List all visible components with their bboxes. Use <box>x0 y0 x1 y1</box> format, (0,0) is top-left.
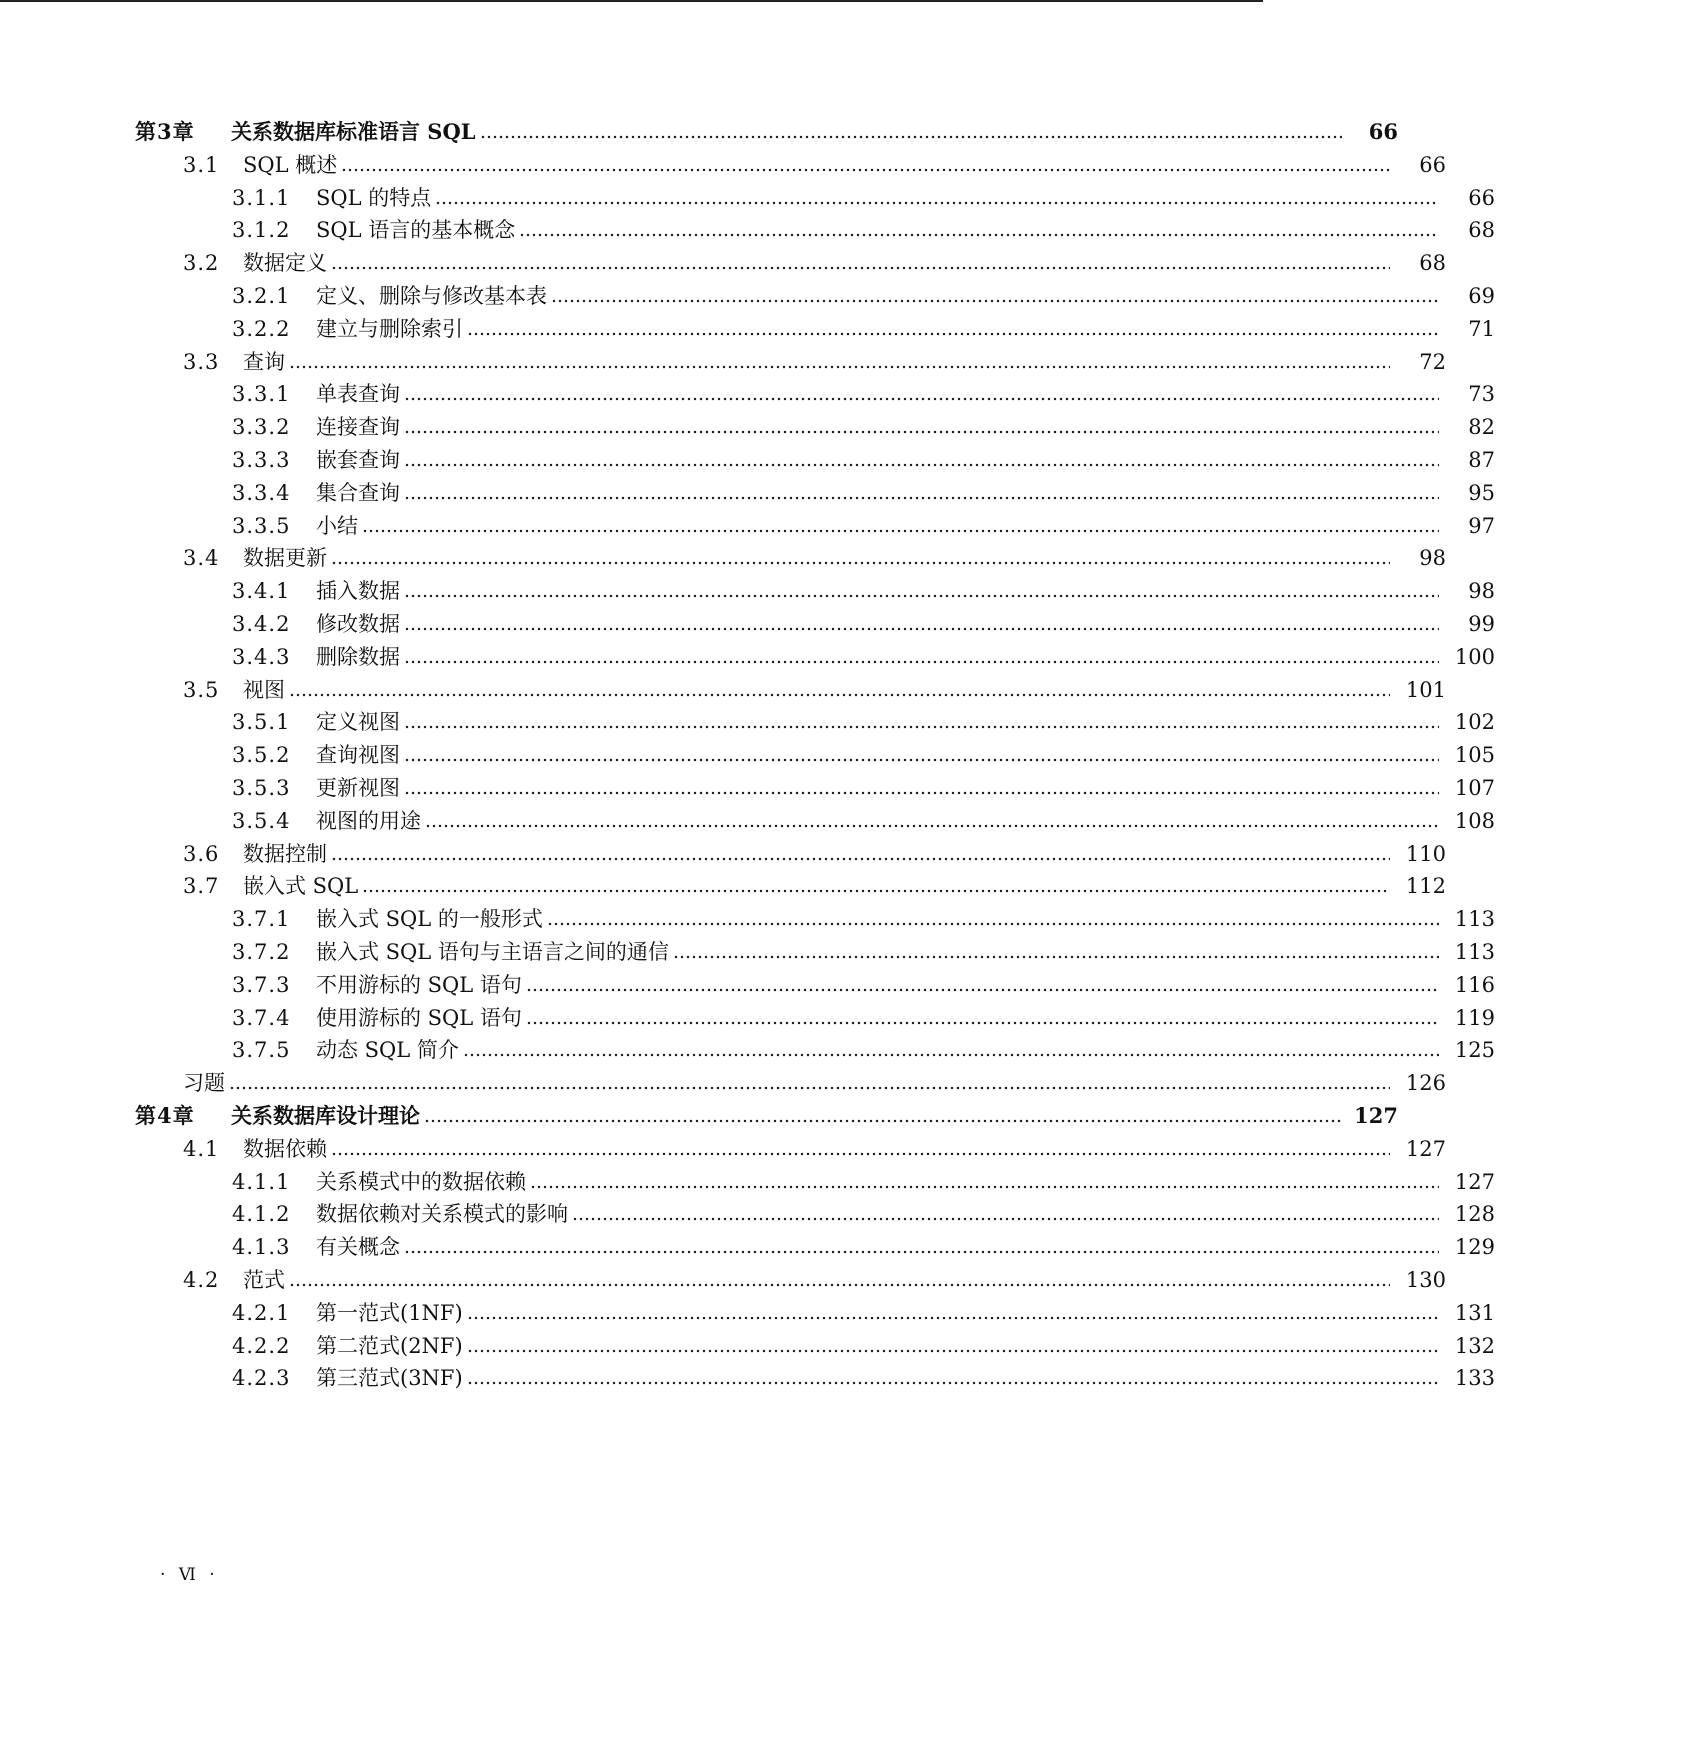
toc-entry-page: 73 <box>1468 382 1495 406</box>
page-folio: · Ⅵ · <box>160 1565 219 1585</box>
toc-entry-title: 视图 <box>243 678 285 702</box>
toc-entry-title: SQL 的特点 <box>316 186 432 210</box>
dot-leader <box>572 1217 1439 1221</box>
toc-subsection-entry <box>0 968 1681 1002</box>
toc-entry-number: 3.5.1 <box>232 710 291 734</box>
toc-entry-page: 101 <box>1405 678 1446 702</box>
toc-entry-page: 108 <box>1454 809 1495 833</box>
toc-entry-title: 插入数据 <box>316 579 400 603</box>
toc-entry-page: 127 <box>1405 1137 1446 1161</box>
dot-leader <box>404 725 1439 729</box>
toc-entry-number: 4.2.3 <box>232 1366 291 1390</box>
dot-leader <box>331 1152 1390 1156</box>
toc-entry-number: 3.3.3 <box>232 448 291 472</box>
toc-subsection-entry <box>0 1361 1681 1395</box>
toc-entry-page: 112 <box>1405 874 1446 898</box>
toc-entry-number: 3.3.5 <box>232 514 291 538</box>
toc-subsection-entry <box>0 377 1681 411</box>
dot-leader <box>425 824 1439 828</box>
toc-entry-title: 动态 SQL 简介 <box>316 1038 459 1062</box>
toc-entry-title: 单表查询 <box>316 382 400 406</box>
toc-entry-page: 87 <box>1468 448 1495 472</box>
toc-subsection-entry <box>0 509 1681 543</box>
toc-entry-page: 98 <box>1419 546 1446 570</box>
toc-subsection-entry <box>0 312 1681 346</box>
toc-entry-page: 82 <box>1468 415 1495 439</box>
toc-entry-number: 3.1.1 <box>232 186 291 210</box>
toc-entry-title: 数据控制 <box>243 842 327 866</box>
toc-entry-page: 128 <box>1454 1202 1495 1226</box>
toc-entry-title: SQL 概述 <box>243 153 338 177</box>
toc-entry-title: 不用游标的 SQL 语句 <box>316 973 522 997</box>
toc-entry-page: 107 <box>1454 776 1495 800</box>
toc-entry-number: 3.3 <box>183 350 220 374</box>
toc-chapter-entry <box>0 1099 1584 1133</box>
toc-entry-page: 68 <box>1468 218 1495 242</box>
toc-subsection-entry <box>0 476 1681 510</box>
toc-entry-title: 查询 <box>243 350 285 374</box>
toc-entry-page: 130 <box>1405 1268 1446 1292</box>
dot-leader <box>331 561 1390 565</box>
toc-entry-page: 133 <box>1454 1366 1495 1390</box>
dot-leader <box>404 660 1439 664</box>
toc-subsection-entry <box>0 804 1681 838</box>
dot-leader <box>404 758 1439 762</box>
toc-entry-page: 66 <box>1419 153 1446 177</box>
toc-entry-page: 110 <box>1405 842 1446 866</box>
dot-leader <box>551 299 1439 303</box>
toc-entry-page: 69 <box>1468 284 1495 308</box>
dot-leader <box>362 529 1439 533</box>
toc-entry-title: 视图的用途 <box>316 809 421 833</box>
dot-leader <box>404 397 1439 401</box>
toc-section-entry <box>0 673 1632 707</box>
toc-entry-number: 3.5.2 <box>232 743 291 767</box>
toc-entry-page: 113 <box>1454 940 1495 964</box>
toc-entry-title: 数据定义 <box>243 251 327 275</box>
toc-section-entry <box>0 541 1632 575</box>
dot-leader <box>341 168 1390 172</box>
dot-leader <box>404 791 1439 795</box>
toc-entry-number: 3.1.2 <box>232 218 291 242</box>
toc-entry-page: 127 <box>1354 1103 1398 1128</box>
dot-leader <box>435 201 1439 205</box>
toc-entry-title: 使用游标的 SQL 语句 <box>316 1006 522 1030</box>
toc-entry-title: 嵌入式 SQL 语句与主语言之间的通信 <box>316 940 669 964</box>
toc-entry-title: 关系数据库设计理论 <box>231 1103 420 1128</box>
toc-entry-number: 3.5.4 <box>232 809 291 833</box>
toc-entry-number: 3.7.2 <box>232 940 291 964</box>
dot-leader <box>467 1349 1439 1353</box>
toc-entry-title: 关系模式中的数据依赖 <box>316 1170 526 1194</box>
toc-entry-number: 3.4.3 <box>232 645 291 669</box>
toc-entry-title: 数据依赖对关系模式的影响 <box>316 1202 568 1226</box>
toc-entry-page: 125 <box>1454 1038 1495 1062</box>
dot-leader <box>404 430 1439 434</box>
toc-entry-number: 3.7.4 <box>232 1006 291 1030</box>
toc-entry-number: 4.2.1 <box>232 1301 291 1325</box>
toc-entry-page: 129 <box>1454 1235 1495 1259</box>
toc-entry-page: 68 <box>1419 251 1446 275</box>
toc-entry-page: 66 <box>1368 119 1398 144</box>
toc-entry-title: 修改数据 <box>316 612 400 636</box>
toc-entry-page: 116 <box>1454 973 1495 997</box>
toc-entry-title: 嵌入式 SQL 的一般形式 <box>316 907 543 931</box>
dot-leader <box>289 693 1390 697</box>
dot-leader <box>404 463 1439 467</box>
toc-entry-number: 3.5.3 <box>232 776 291 800</box>
toc-section-entry <box>0 1132 1632 1166</box>
toc-entry-page: 99 <box>1468 612 1495 636</box>
dot-leader <box>331 266 1390 270</box>
toc-entry-title: 定义、删除与修改基本表 <box>316 284 547 308</box>
toc-entry-title: 第二范式(2NF) <box>316 1334 463 1358</box>
toc-entry-page: 119 <box>1454 1006 1495 1030</box>
toc-entry-number: 3.1 <box>183 153 220 177</box>
toc-entry-title: 定义视图 <box>316 710 400 734</box>
toc-entry-page: 72 <box>1419 350 1446 374</box>
toc-entry-number: 4.1.1 <box>232 1170 291 1194</box>
toc-entry-title: 建立与删除索引 <box>316 317 463 341</box>
toc-entry <box>0 1066 1632 1100</box>
toc-entry-title: 嵌入式 SQL <box>243 874 359 898</box>
toc-subsection-entry <box>0 213 1681 247</box>
toc-entry-title: 嵌套查询 <box>316 448 400 472</box>
toc-entry-number: 3.2 <box>183 251 220 275</box>
toc-entry-page: 126 <box>1405 1071 1446 1095</box>
toc-entry-title: 小结 <box>316 514 358 538</box>
dot-leader <box>467 332 1439 336</box>
dot-leader <box>526 1021 1439 1025</box>
dot-leader <box>547 922 1439 926</box>
toc-entry-number: 第3章 <box>135 119 195 144</box>
toc-entry-title: 习题 <box>183 1071 225 1095</box>
toc-entry-number: 4.1.3 <box>232 1235 291 1259</box>
toc-subsection-entry <box>0 410 1681 444</box>
toc-subsection-entry <box>0 640 1681 674</box>
dot-leader <box>463 1053 1439 1057</box>
toc-entry-title: 删除数据 <box>316 645 400 669</box>
toc-entry-number: 4.2 <box>183 1268 220 1292</box>
toc-entry-number: 3.2.1 <box>232 284 291 308</box>
dot-leader <box>229 1086 1390 1090</box>
toc-entry-page: 95 <box>1468 481 1495 505</box>
toc-entry-number: 3.4.2 <box>232 612 291 636</box>
toc-entry-number: 3.3.2 <box>232 415 291 439</box>
toc-section-entry <box>0 869 1632 903</box>
toc-entry-page: 131 <box>1454 1301 1495 1325</box>
toc-subsection-entry <box>0 1033 1681 1067</box>
toc-subsection-entry <box>0 279 1681 313</box>
toc-entry-title: 查询视图 <box>316 743 400 767</box>
dot-leader <box>526 988 1439 992</box>
dot-leader <box>424 1119 1342 1123</box>
toc-section-entry <box>0 246 1632 280</box>
dot-leader <box>404 496 1439 500</box>
toc-subsection-entry <box>0 902 1681 936</box>
toc-entry-title: 第一范式(1NF) <box>316 1301 463 1325</box>
dot-leader <box>519 233 1439 237</box>
toc-entry-number: 3.6 <box>183 842 220 866</box>
toc-entry-number: 3.3.1 <box>232 382 291 406</box>
dot-leader <box>530 1185 1439 1189</box>
dot-leader <box>467 1381 1439 1385</box>
toc-subsection-entry <box>0 1197 1681 1231</box>
toc-entry-number: 3.2.2 <box>232 317 291 341</box>
toc-section-entry <box>0 837 1632 871</box>
toc-subsection-entry <box>0 771 1681 805</box>
toc-entry-title: 连接查询 <box>316 415 400 439</box>
dot-leader <box>289 365 1390 369</box>
toc-entry-title: 更新视图 <box>316 776 400 800</box>
toc-entry-number: 3.5 <box>183 678 220 702</box>
toc-entry-page: 100 <box>1454 645 1495 669</box>
toc-entry-page: 132 <box>1454 1334 1495 1358</box>
toc-entry-page: 98 <box>1468 579 1495 603</box>
toc-entry-page: 66 <box>1468 186 1495 210</box>
toc-entry-number: 3.7.5 <box>232 1038 291 1062</box>
dot-leader <box>362 889 1390 893</box>
toc-subsection-entry <box>0 1165 1681 1199</box>
toc-section-entry <box>0 148 1632 182</box>
toc-entry-page: 102 <box>1454 710 1495 734</box>
toc-entry-page: 105 <box>1454 743 1495 767</box>
toc-entry-page: 71 <box>1468 317 1495 341</box>
toc-subsection-entry <box>0 935 1681 969</box>
dot-leader <box>331 857 1390 861</box>
toc-entry-number: 4.2.2 <box>232 1334 291 1358</box>
toc-entry-title: 第三范式(3NF) <box>316 1366 463 1390</box>
toc-entry-number: 3.7.3 <box>232 973 291 997</box>
dot-leader <box>480 135 1342 139</box>
toc-entry-number: 3.3.4 <box>232 481 291 505</box>
toc-entry-title: 关系数据库标准语言 SQL <box>231 119 476 144</box>
toc-entry-number: 3.7.1 <box>232 907 291 931</box>
toc-entry-number: 3.4.1 <box>232 579 291 603</box>
toc-subsection-entry <box>0 1329 1681 1363</box>
toc-entry-page: 113 <box>1454 907 1495 931</box>
toc-entry-page: 97 <box>1468 514 1495 538</box>
toc-subsection-entry <box>0 607 1681 641</box>
toc-chapter-entry <box>0 115 1584 149</box>
toc-subsection-entry <box>0 1296 1681 1330</box>
toc-subsection-entry <box>0 443 1681 477</box>
toc-subsection-entry <box>0 738 1681 772</box>
toc-entry-title: 数据依赖 <box>243 1137 327 1161</box>
toc-entry-number: 4.1.2 <box>232 1202 291 1226</box>
toc-subsection-entry <box>0 181 1681 215</box>
toc-entry-number: 4.1 <box>183 1137 220 1161</box>
dot-leader <box>404 594 1439 598</box>
toc-entry-title: 范式 <box>243 1268 285 1292</box>
toc-entry-number: 第4章 <box>135 1103 195 1128</box>
toc-section-entry <box>0 1263 1632 1297</box>
toc-entry-number: 3.7 <box>183 874 220 898</box>
top-border <box>0 0 1263 2</box>
toc-section-entry <box>0 345 1632 379</box>
dot-leader <box>673 955 1439 959</box>
toc-entry-page: 127 <box>1454 1170 1495 1194</box>
toc-subsection-entry <box>0 574 1681 608</box>
toc-entry-title: 集合查询 <box>316 481 400 505</box>
toc-entry-title: SQL 语言的基本概念 <box>316 218 516 242</box>
dot-leader <box>289 1283 1390 1287</box>
toc-subsection-entry <box>0 1001 1681 1035</box>
toc-subsection-entry <box>0 1230 1681 1264</box>
toc-entry-number: 3.4 <box>183 546 220 570</box>
toc-entry-title: 数据更新 <box>243 546 327 570</box>
toc-subsection-entry <box>0 705 1681 739</box>
dot-leader <box>404 1250 1439 1254</box>
toc-entry-title: 有关概念 <box>316 1235 400 1259</box>
dot-leader <box>404 627 1439 631</box>
dot-leader <box>467 1316 1439 1320</box>
